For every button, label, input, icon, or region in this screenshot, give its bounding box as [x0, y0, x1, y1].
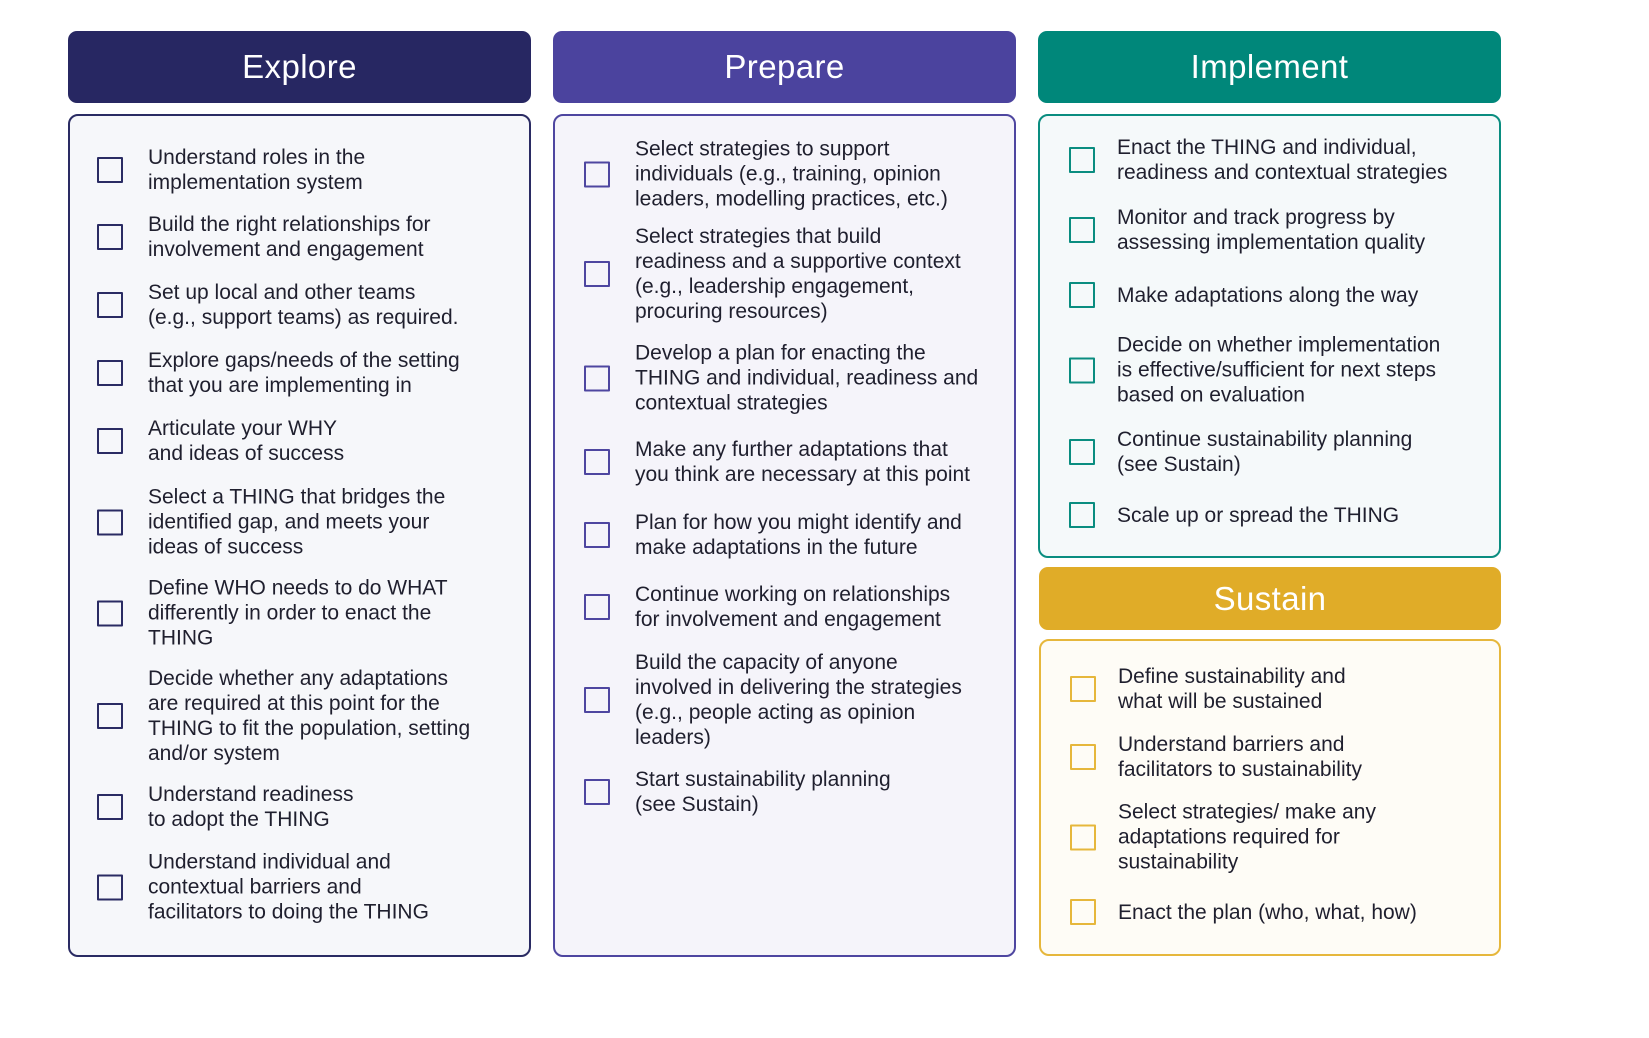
explore-checkbox[interactable] [97, 794, 123, 820]
explore-checkbox[interactable] [97, 224, 123, 250]
prepare-checkbox[interactable] [584, 594, 610, 620]
explore-checklist-item [70, 280, 529, 330]
sustain-checkbox[interactable] [1070, 676, 1096, 702]
explore-checkbox[interactable] [97, 874, 123, 900]
prepare-checkbox[interactable] [584, 779, 610, 805]
prepare-item-text: Build the capacity of anyone involved in delivering the strategies (e.g., people acting as opinion leaders) [635, 651, 962, 749]
prepare-checklist-item [555, 582, 1014, 632]
implement-checkbox[interactable] [1069, 439, 1095, 465]
explore-checklist-item [70, 576, 529, 651]
sustain-title: Sustain [1213, 579, 1327, 617]
sustain-checklist-item [1041, 800, 1499, 875]
implement-item-text: Make adaptations along the way [1117, 283, 1419, 307]
prepare-item-text: Select strategies that build readiness and a supportive context (e.g., leadership engagement, procuring resources) [635, 225, 961, 323]
prepare-checkbox[interactable] [584, 365, 610, 391]
prepare-item-text: Plan for how you might identify and make adaptations in the future [635, 511, 962, 559]
explore-checkbox[interactable] [97, 428, 123, 454]
explore-item-text: Understand roles in the implementation system [148, 146, 366, 194]
sustain-item-text: Enact the plan (who, what, how) [1118, 900, 1417, 924]
implement-checklist-item [1040, 282, 1499, 308]
prepare-checklist-item [555, 341, 1014, 416]
implement-item-text: Continue sustainability planning (see Sustain) [1117, 428, 1413, 476]
implement-header [1038, 31, 1501, 103]
explore-title: Explore [242, 48, 357, 85]
explore-checklist-item [70, 416, 529, 466]
prepare-checkbox[interactable] [584, 449, 610, 475]
explore-header [68, 31, 531, 103]
prepare-item-text: Continue working on relationships for involvement and engagement [635, 583, 951, 631]
explore-checklist-item [70, 782, 529, 832]
explore-checkbox[interactable] [97, 157, 123, 183]
implement-checklist-item [1040, 502, 1499, 528]
prepare-item-text: Develop a plan for enacting the THING and individual, readiness and contextual strategies [635, 341, 979, 415]
prepare-checkbox[interactable] [584, 261, 610, 287]
sustain-checkbox[interactable] [1070, 744, 1096, 770]
sustain-item-text: Select strategies/ make any adaptations required for sustainability [1118, 800, 1376, 874]
implement-item-text: Monitor and track progress by assessing implementation quality [1117, 206, 1426, 254]
explore-panel [68, 114, 531, 957]
implement-checklist-item [1040, 135, 1499, 185]
prepare-checkbox[interactable] [584, 161, 610, 187]
explore-checklist-item [70, 348, 529, 398]
prepare-checkbox[interactable] [584, 522, 610, 548]
implement-checklist-item [1040, 205, 1499, 255]
prepare-item-text: Make any further adaptations that you think are necessary at this point [635, 438, 971, 486]
prepare-checklist-item [555, 137, 1014, 212]
prepare-checklist-item [555, 650, 1014, 750]
prepare-item-text: Start sustainability planning (see Sustain) [635, 768, 891, 816]
implement-checkbox[interactable] [1069, 217, 1095, 243]
explore-checkbox[interactable] [97, 600, 123, 626]
implement-checklist-item [1040, 333, 1499, 408]
sustain-item-text: Define sustainability and what will be sustained [1118, 665, 1346, 713]
sustain-panel [1039, 639, 1501, 956]
explore-checkbox[interactable] [97, 703, 123, 729]
explore-checkbox[interactable] [97, 360, 123, 386]
implement-title: Implement [1190, 48, 1349, 85]
prepare-header [553, 31, 1016, 103]
prepare-checklist-item [555, 437, 1014, 487]
prepare-panel [553, 114, 1016, 957]
implement-checklist-item [1040, 427, 1499, 477]
explore-item-text: Build the right relationships for involvement and engagement [148, 213, 431, 261]
prepare-checkbox[interactable] [584, 687, 610, 713]
explore-item-text: Select a THING that bridges the identified gap, and meets your ideas of success [148, 485, 446, 559]
explore-item-text: Understand individual and contextual barriers and facilitators to doing the THING [148, 850, 429, 924]
explore-item-text: Decide whether any adaptations are required at this point for the THING to fit the population, setting and/or system [148, 667, 471, 765]
implement-panel [1038, 114, 1501, 558]
prepare-item-text: Select strategies to support individuals (e.g., training, opinion leaders, modelling practices, etc.) [635, 137, 948, 211]
explore-item-text: Articulate your WHY and ideas of success [148, 417, 345, 465]
explore-checklist-item [70, 850, 529, 925]
explore-checklist-item [70, 666, 529, 766]
prepare-checklist-item [555, 510, 1014, 560]
sustain-item-text: Understand barriers and facilitators to sustainability [1118, 733, 1362, 781]
explore-checklist-item [70, 212, 529, 262]
explore-checklist-item [70, 145, 529, 195]
prepare-title: Prepare [724, 48, 845, 85]
explore-checklist-item [70, 485, 529, 560]
sustain-header [1039, 567, 1501, 630]
implement-checkbox[interactable] [1069, 357, 1095, 383]
explore-checkbox[interactable] [97, 509, 123, 535]
explore-item-text: Define WHO needs to do WHAT differently in order to enact the THING [148, 576, 448, 650]
explore-checkbox[interactable] [97, 292, 123, 318]
implement-checkbox[interactable] [1069, 282, 1095, 308]
sustain-checkbox[interactable] [1070, 899, 1096, 925]
explore-item-text: Explore gaps/needs of the setting that you are implementing in [148, 349, 460, 397]
sustain-checklist-item [1041, 899, 1499, 925]
sustain-checklist-item [1041, 732, 1499, 782]
implement-item-text: Scale up or spread the THING [1117, 503, 1400, 527]
prepare-checklist-item [555, 224, 1014, 324]
sustain-checklist-item [1041, 664, 1499, 714]
explore-item-text: Set up local and other teams (e.g., support teams) as required. [148, 281, 459, 329]
prepare-checklist-item [555, 767, 1014, 817]
implement-checkbox[interactable] [1069, 147, 1095, 173]
implement-item-text: Decide on whether implementation is effective/sufficient for next steps based on evaluation [1117, 333, 1441, 407]
sustain-checkbox[interactable] [1070, 824, 1096, 850]
implement-checkbox[interactable] [1069, 502, 1095, 528]
implement-item-text: Enact the THING and individual, readiness and contextual strategies [1117, 136, 1448, 184]
explore-item-text: Understand readiness to adopt the THING [148, 783, 354, 831]
